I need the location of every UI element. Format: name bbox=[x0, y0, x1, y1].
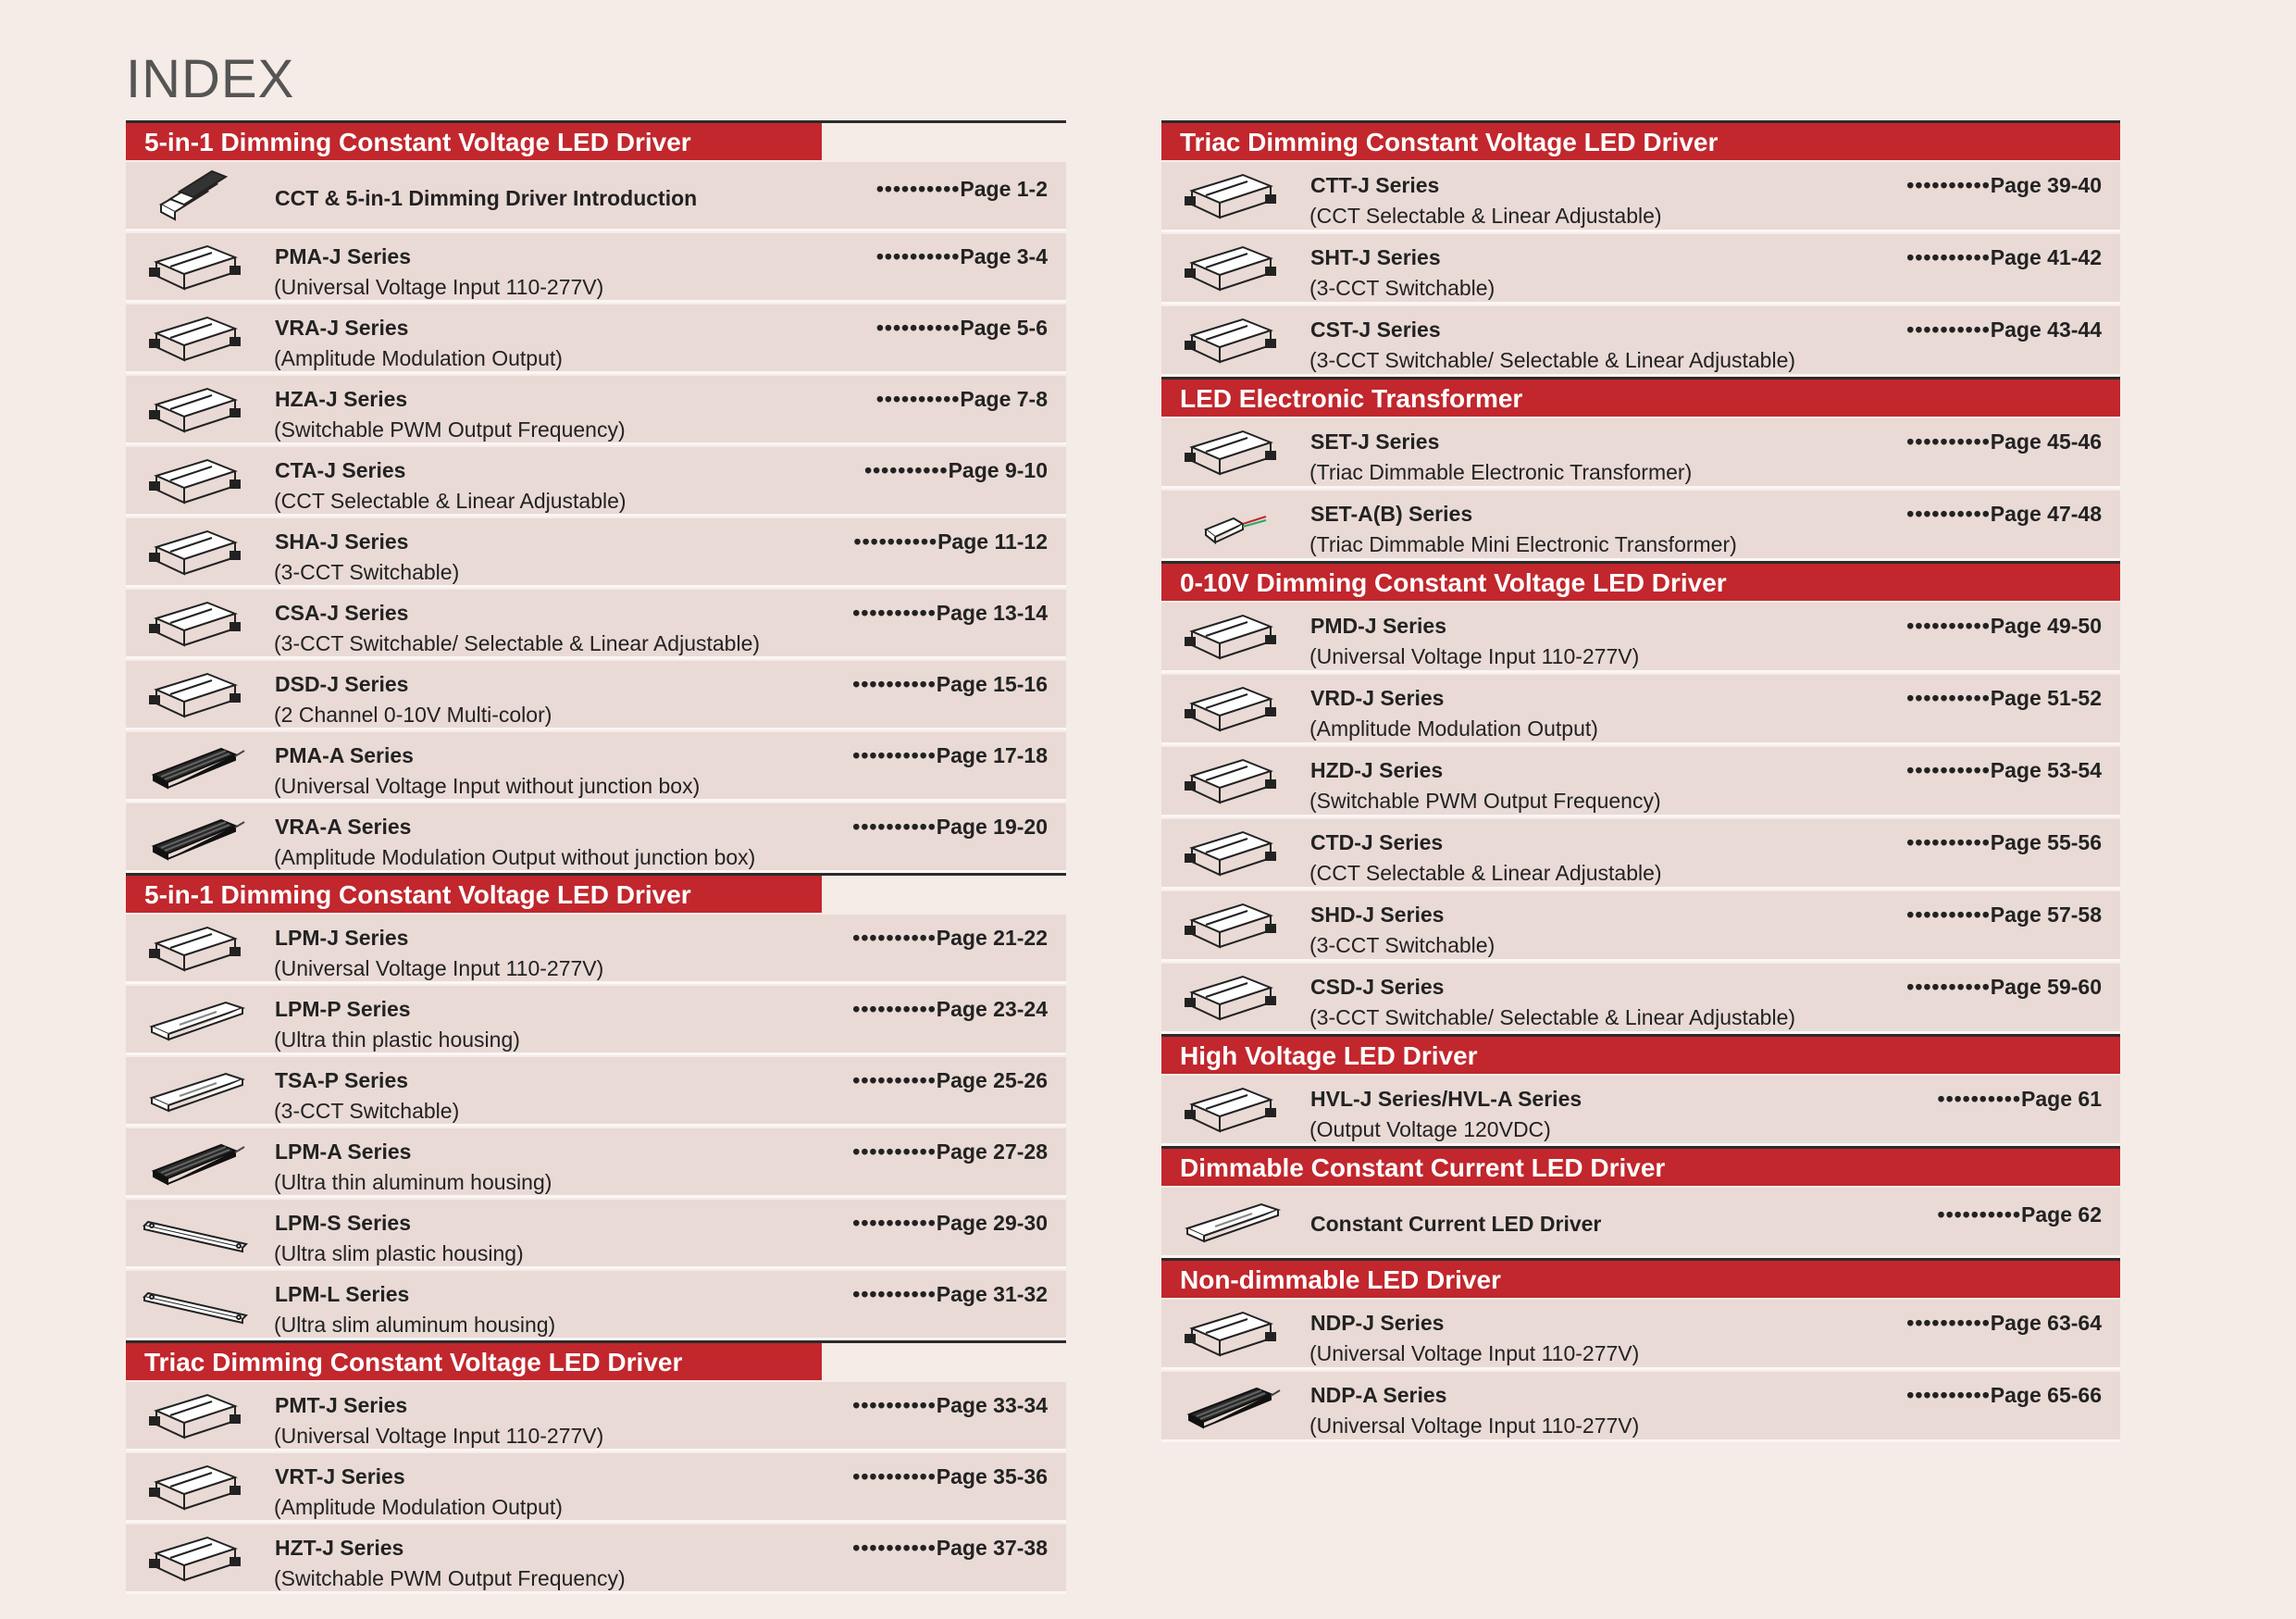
index-entry[interactable] bbox=[126, 376, 1066, 445]
index-entry[interactable] bbox=[1161, 747, 2120, 817]
page-number: Page 3-4 bbox=[960, 244, 1048, 268]
page-number: Page 62 bbox=[2021, 1202, 2102, 1227]
index-entry[interactable] bbox=[1161, 491, 2120, 561]
page-number: Page 45-46 bbox=[1990, 430, 2102, 454]
dot-leader: •••••••••• bbox=[852, 815, 937, 839]
entry-page[interactable] bbox=[1906, 903, 2102, 928]
driver-box-icon bbox=[143, 239, 263, 294]
entry-page[interactable] bbox=[1906, 502, 2102, 527]
dot-leader: •••••••••• bbox=[864, 458, 949, 482]
dot-leader: •••••••••• bbox=[852, 1536, 937, 1560]
entry-name: SHT-J Series bbox=[1310, 245, 1441, 269]
entry-description: (Ultra thin aluminum housing) bbox=[274, 1170, 552, 1194]
dot-leader: •••••••••• bbox=[1906, 903, 1991, 927]
entry-page[interactable] bbox=[852, 1393, 1048, 1418]
page-number: Page 57-58 bbox=[1990, 903, 2102, 927]
entry-page[interactable] bbox=[852, 997, 1048, 1022]
entry-description: (Universal Voltage Input 110-277V) bbox=[274, 275, 604, 299]
index-entry[interactable] bbox=[126, 590, 1066, 659]
page-number: Page 29-30 bbox=[936, 1211, 1048, 1235]
driver-stack-icon bbox=[143, 168, 263, 223]
entry-description: (Switchable PWM Output Frequency) bbox=[274, 1566, 626, 1590]
driver-box-icon bbox=[1178, 608, 1298, 664]
aluminum-driver-icon bbox=[143, 738, 263, 793]
page-number: Page 39-40 bbox=[1990, 173, 2102, 197]
entry-page[interactable] bbox=[1938, 1087, 2102, 1112]
thin-driver-icon bbox=[143, 1063, 263, 1118]
page-number: Page 27-28 bbox=[936, 1140, 1048, 1164]
entry-description: (3-CCT Switchable/ Selectable & Linear Adjustable) bbox=[274, 631, 761, 655]
entry-name: CTT-J Series bbox=[1310, 173, 1440, 197]
page-number: Page 43-44 bbox=[1990, 318, 2102, 342]
entry-description: (3-CCT Switchable) bbox=[1309, 933, 1496, 957]
section-left_sections-0 bbox=[126, 120, 1066, 873]
index-entry[interactable] bbox=[126, 233, 1066, 303]
entry-description: (Universal Voltage Input 110-277V) bbox=[274, 1424, 604, 1448]
entry-name: VRA-J Series bbox=[275, 316, 409, 340]
dot-leader: •••••••••• bbox=[1906, 1311, 1991, 1335]
section-heading: Triac Dimming Constant Voltage LED Driver bbox=[1161, 123, 2120, 160]
entry-description: (Switchable PWM Output Frequency) bbox=[274, 417, 626, 442]
dot-leader: •••••••••• bbox=[1906, 245, 1991, 269]
index-entry[interactable] bbox=[126, 1453, 1066, 1523]
entry-page[interactable] bbox=[1906, 830, 2102, 855]
dot-leader: •••••••••• bbox=[1906, 758, 1991, 782]
entry-description: (3-CCT Switchable/ Selectable & Linear Adjustable) bbox=[1309, 348, 1796, 372]
entry-page[interactable] bbox=[864, 458, 1048, 483]
entry-name: DSD-J Series bbox=[275, 672, 409, 696]
dot-leader: •••••••••• bbox=[852, 997, 937, 1021]
dot-leader: •••••••••• bbox=[852, 601, 937, 625]
index-entry[interactable] bbox=[126, 305, 1066, 374]
entry-name: SHD-J Series bbox=[1310, 903, 1445, 927]
entry-name: VRA-A Series bbox=[275, 815, 412, 839]
page-number: Page 51-52 bbox=[1990, 686, 2102, 710]
entry-description: (Amplitude Modulation Output) bbox=[1309, 716, 1598, 741]
dot-leader: •••••••••• bbox=[1906, 318, 1991, 342]
slim-driver-icon bbox=[143, 1205, 263, 1261]
section-left_sections-2 bbox=[126, 1340, 1066, 1594]
index-entry[interactable] bbox=[126, 1128, 1066, 1198]
entry-description: (Amplitude Modulation Output without junction box) bbox=[274, 845, 756, 869]
page-title: INDEX bbox=[126, 49, 295, 109]
entry-description: (CCT Selectable & Linear Adjustable) bbox=[1309, 204, 1662, 228]
entry-name: PMA-A Series bbox=[275, 743, 414, 767]
section-right_sections-4 bbox=[1161, 1146, 2120, 1258]
entry-page[interactable] bbox=[1906, 318, 2102, 342]
index-entry[interactable] bbox=[126, 915, 1066, 984]
mini-transformer-icon bbox=[1178, 496, 1298, 552]
index-entry[interactable] bbox=[1161, 603, 2120, 673]
dot-leader: •••••••••• bbox=[1906, 430, 1991, 454]
entry-page[interactable] bbox=[1906, 975, 2102, 1000]
dot-leader: •••••••••• bbox=[1906, 975, 1991, 999]
entry-page[interactable] bbox=[852, 743, 1048, 768]
page-number: Page 7-8 bbox=[960, 387, 1048, 411]
driver-box-icon bbox=[143, 1530, 263, 1586]
entry-name: SET-J Series bbox=[1310, 430, 1440, 454]
dot-leader: •••••••••• bbox=[1906, 686, 1991, 710]
index-entry[interactable] bbox=[1161, 819, 2120, 890]
section-heading: 5-in-1 Dimming Constant Voltage LED Driver bbox=[126, 123, 822, 160]
entry-name: PMA-J Series bbox=[275, 244, 412, 268]
thin-driver-icon bbox=[1178, 1193, 1298, 1249]
driver-box-icon bbox=[1178, 969, 1298, 1025]
index-entry[interactable] bbox=[1161, 162, 2120, 232]
entry-name: LPM-A Series bbox=[275, 1140, 412, 1164]
page-number: Page 49-50 bbox=[1990, 614, 2102, 638]
entry-name: VRT-J Series bbox=[275, 1464, 405, 1488]
entry-name: TSA-P Series bbox=[275, 1068, 409, 1092]
driver-box-icon bbox=[1178, 240, 1298, 295]
entry-page[interactable] bbox=[1906, 430, 2102, 455]
index-entry[interactable] bbox=[126, 732, 1066, 802]
thin-driver-icon bbox=[143, 991, 263, 1047]
entry-page[interactable] bbox=[1906, 173, 2102, 198]
entry-name: NDP-A Series bbox=[1310, 1383, 1447, 1407]
entry-name: Constant Current LED Driver bbox=[1310, 1212, 1602, 1236]
entry-description: (2 Channel 0-10V Multi-color) bbox=[274, 703, 552, 727]
entry-page[interactable] bbox=[852, 1536, 1048, 1561]
section-right_sections-2 bbox=[1161, 561, 2120, 1034]
section-heading: High Voltage LED Driver bbox=[1161, 1037, 2120, 1074]
section-right_sections-1 bbox=[1161, 377, 2120, 561]
entry-name: NDP-J Series bbox=[1310, 1311, 1445, 1335]
entry-page[interactable] bbox=[1906, 1383, 2102, 1408]
dot-leader: •••••••••• bbox=[852, 926, 937, 950]
entry-description: (3-CCT Switchable) bbox=[274, 560, 460, 584]
entry-page[interactable] bbox=[852, 1282, 1048, 1307]
entry-page[interactable] bbox=[852, 672, 1048, 697]
entry-page[interactable] bbox=[852, 815, 1048, 840]
dot-leader: •••••••••• bbox=[852, 1068, 937, 1092]
page-number: Page 13-14 bbox=[936, 601, 1048, 625]
page-number: Page 1-2 bbox=[960, 177, 1048, 201]
dot-leader: •••••••••• bbox=[1906, 502, 1991, 526]
section-heading: LED Electronic Transformer bbox=[1161, 380, 2120, 417]
aluminum-driver-icon bbox=[143, 809, 263, 865]
section-heading: 5-in-1 Dimming Constant Voltage LED Driver bbox=[126, 876, 822, 913]
entry-name: SET-A(B) Series bbox=[1310, 502, 1473, 526]
index-entry[interactable] bbox=[126, 1057, 1066, 1127]
index-entry[interactable] bbox=[1161, 1372, 2120, 1442]
driver-box-icon bbox=[1178, 168, 1298, 223]
page-number: Page 53-54 bbox=[1990, 758, 2102, 782]
dot-leader: •••••••••• bbox=[1906, 830, 1991, 854]
dot-leader: •••••••••• bbox=[1937, 1087, 2022, 1111]
entry-name: LPM-J Series bbox=[275, 926, 409, 950]
entry-name: CTA-J Series bbox=[275, 458, 406, 482]
page-number: Page 9-10 bbox=[948, 458, 1048, 482]
dot-leader: •••••••••• bbox=[852, 1211, 937, 1235]
entry-page[interactable] bbox=[876, 244, 1048, 269]
driver-box-icon bbox=[143, 1388, 263, 1443]
entry-page[interactable] bbox=[876, 177, 1048, 202]
entry-page[interactable] bbox=[852, 601, 1048, 626]
page-number: Page 35-36 bbox=[936, 1464, 1048, 1488]
dot-leader: •••••••••• bbox=[852, 1393, 937, 1417]
page-number: Page 17-18 bbox=[936, 743, 1048, 767]
page-number: Page 31-32 bbox=[936, 1282, 1048, 1306]
driver-box-icon bbox=[143, 524, 263, 579]
entry-description: (3-CCT Switchable) bbox=[1309, 276, 1496, 300]
dot-leader: •••••••••• bbox=[852, 1464, 937, 1488]
entry-name: SHA-J Series bbox=[275, 529, 409, 554]
aluminum-driver-icon bbox=[1178, 1377, 1298, 1433]
entry-description: (Triac Dimmable Mini Electronic Transformer) bbox=[1309, 532, 1737, 556]
entry-name: CCT & 5-in-1 Dimming Driver Introduction bbox=[275, 186, 698, 210]
dot-leader: •••••••••• bbox=[853, 529, 938, 554]
dot-leader: •••••••••• bbox=[1937, 1202, 2022, 1227]
driver-box-icon bbox=[143, 1459, 263, 1514]
aluminum-driver-icon bbox=[143, 1134, 263, 1189]
driver-box-icon bbox=[143, 920, 263, 976]
dot-leader: •••••••••• bbox=[875, 244, 961, 268]
entry-description: (Ultra thin plastic housing) bbox=[274, 1027, 520, 1052]
dot-leader: •••••••••• bbox=[1906, 173, 1991, 197]
left-column bbox=[126, 120, 1066, 1594]
entry-page[interactable] bbox=[852, 1464, 1048, 1489]
driver-box-icon bbox=[1178, 424, 1298, 479]
section-left_sections-1 bbox=[126, 873, 1066, 1340]
entry-page[interactable] bbox=[852, 1211, 1048, 1236]
index-entry[interactable] bbox=[1161, 234, 2120, 305]
driver-box-icon bbox=[143, 453, 263, 508]
section-heading: Triac Dimming Constant Voltage LED Driver bbox=[126, 1343, 822, 1380]
entry-description: (Universal Voltage Input without junction box) bbox=[274, 774, 701, 798]
entry-page[interactable] bbox=[876, 316, 1048, 341]
dot-leader: •••••••••• bbox=[875, 387, 961, 411]
entry-description: (Triac Dimmable Electronic Transformer) bbox=[1309, 460, 1693, 484]
index-entry[interactable] bbox=[126, 518, 1066, 588]
section-right_sections-0 bbox=[1161, 120, 2120, 377]
page-number: Page 33-34 bbox=[936, 1393, 1048, 1417]
index-entry[interactable] bbox=[1161, 306, 2120, 377]
entry-description: (CCT Selectable & Linear Adjustable) bbox=[1309, 861, 1662, 885]
page-number: Page 55-56 bbox=[1990, 830, 2102, 854]
entry-description: (CCT Selectable & Linear Adjustable) bbox=[274, 489, 627, 513]
entry-description: (Universal Voltage Input 110-277V) bbox=[274, 956, 604, 980]
page-number: Page 47-48 bbox=[1990, 502, 2102, 526]
entry-name: PMT-J Series bbox=[275, 1393, 408, 1417]
index-entry[interactable] bbox=[1161, 1300, 2120, 1370]
entry-name: PMD-J Series bbox=[1310, 614, 1447, 638]
index-entry[interactable] bbox=[126, 661, 1066, 730]
entry-page[interactable] bbox=[1906, 245, 2102, 270]
index-entry[interactable] bbox=[1161, 964, 2120, 1034]
page-number: Page 59-60 bbox=[1990, 975, 2102, 999]
driver-box-icon bbox=[1178, 312, 1298, 367]
driver-box-icon bbox=[1178, 1305, 1298, 1361]
entry-page[interactable] bbox=[876, 387, 1048, 412]
driver-box-icon bbox=[143, 666, 263, 722]
index-entry[interactable] bbox=[1161, 1188, 2120, 1258]
entry-name: CST-J Series bbox=[1310, 318, 1441, 342]
entry-name: CSD-J Series bbox=[1310, 975, 1445, 999]
entry-name: LPM-P Series bbox=[275, 997, 411, 1021]
dot-leader: •••••••••• bbox=[1906, 1383, 1991, 1407]
dot-leader: •••••••••• bbox=[875, 177, 961, 201]
page-number: Page 21-22 bbox=[936, 926, 1048, 950]
entry-name: VRD-J Series bbox=[1310, 686, 1445, 710]
section-heading: 0-10V Dimming Constant Voltage LED Driver bbox=[1161, 564, 2120, 601]
section-heading: Non-dimmable LED Driver bbox=[1161, 1261, 2120, 1298]
entry-name: LPM-L Series bbox=[275, 1282, 410, 1306]
page-number: Page 5-6 bbox=[960, 316, 1048, 340]
driver-box-icon bbox=[1178, 1081, 1298, 1137]
dot-leader: •••••••••• bbox=[1906, 614, 1991, 638]
dot-leader: •••••••••• bbox=[852, 1140, 937, 1164]
page-number: Page 19-20 bbox=[936, 815, 1048, 839]
entry-description: (Amplitude Modulation Output) bbox=[274, 346, 563, 370]
entry-description: (Output Voltage 120VDC) bbox=[1309, 1117, 1551, 1141]
driver-box-icon bbox=[1178, 825, 1298, 880]
entry-page[interactable] bbox=[1906, 614, 2102, 639]
index-entry[interactable] bbox=[126, 803, 1066, 873]
entry-page[interactable] bbox=[1906, 758, 2102, 783]
index-entry[interactable] bbox=[126, 1525, 1066, 1594]
page-number: Page 65-66 bbox=[1990, 1383, 2102, 1407]
entry-description: (Ultra slim aluminum housing) bbox=[274, 1313, 556, 1337]
slim-driver-icon bbox=[143, 1277, 263, 1332]
section-heading: Dimmable Constant Current LED Driver bbox=[1161, 1149, 2120, 1186]
entry-name: HZD-J Series bbox=[1310, 758, 1444, 782]
page-number: Page 25-26 bbox=[936, 1068, 1048, 1092]
index-entry[interactable] bbox=[126, 1382, 1066, 1451]
dot-leader: •••••••••• bbox=[875, 316, 961, 340]
entry-description: (3-CCT Switchable/ Selectable & Linear Adjustable) bbox=[1309, 1005, 1796, 1029]
index-entry[interactable] bbox=[126, 162, 1066, 231]
entry-description: (Universal Voltage Input 110-277V) bbox=[1309, 1414, 1640, 1438]
driver-box-icon bbox=[1178, 680, 1298, 736]
entry-description: (Universal Voltage Input 110-277V) bbox=[1309, 1341, 1640, 1365]
driver-box-icon bbox=[143, 381, 263, 437]
entry-description: (Ultra slim plastic housing) bbox=[274, 1241, 524, 1265]
page-number: Page 41-42 bbox=[1990, 245, 2102, 269]
index-entry[interactable] bbox=[126, 986, 1066, 1055]
driver-box-icon bbox=[143, 310, 263, 366]
section-right_sections-3 bbox=[1161, 1034, 2120, 1146]
index-entry[interactable] bbox=[126, 447, 1066, 517]
index-entry[interactable] bbox=[126, 1200, 1066, 1269]
entry-page[interactable] bbox=[852, 1068, 1048, 1093]
right-column bbox=[1161, 120, 2120, 1442]
entry-page[interactable] bbox=[854, 529, 1048, 554]
page-number: Page 11-12 bbox=[937, 529, 1048, 554]
entry-description: (Amplitude Modulation Output) bbox=[274, 1495, 563, 1519]
index-entry[interactable] bbox=[1161, 675, 2120, 745]
entry-page[interactable] bbox=[852, 1140, 1048, 1164]
entry-page[interactable] bbox=[1906, 686, 2102, 711]
entry-name: CSA-J Series bbox=[275, 601, 409, 625]
entry-page[interactable] bbox=[1938, 1202, 2102, 1227]
dot-leader: •••••••••• bbox=[852, 672, 937, 696]
page-number: Page 23-24 bbox=[936, 997, 1048, 1021]
section-right_sections-5 bbox=[1161, 1258, 2120, 1442]
entry-description: (3-CCT Switchable) bbox=[274, 1099, 460, 1123]
page-number: Page 61 bbox=[2021, 1087, 2102, 1111]
index-entry[interactable] bbox=[1161, 891, 2120, 962]
driver-box-icon bbox=[143, 595, 263, 651]
entry-name: HZT-J Series bbox=[275, 1536, 404, 1560]
entry-name: LPM-S Series bbox=[275, 1211, 411, 1235]
entry-description: (Switchable PWM Output Frequency) bbox=[1309, 789, 1661, 813]
entry-name: HZA-J Series bbox=[275, 387, 408, 411]
page-number: Page 15-16 bbox=[936, 672, 1048, 696]
dot-leader: •••••••••• bbox=[852, 743, 937, 767]
entry-name: HVL-J Series/HVL-A Series bbox=[1310, 1087, 1582, 1111]
index-entry[interactable] bbox=[1161, 418, 2120, 489]
driver-box-icon bbox=[1178, 897, 1298, 953]
entry-page[interactable] bbox=[852, 926, 1048, 951]
page-number: Page 37-38 bbox=[936, 1536, 1048, 1560]
driver-box-icon bbox=[1178, 753, 1298, 808]
entry-page[interactable] bbox=[1906, 1311, 2102, 1336]
entry-description: (Universal Voltage Input 110-277V) bbox=[1309, 644, 1640, 668]
index-entry[interactable] bbox=[1161, 1076, 2120, 1146]
index-entry[interactable] bbox=[126, 1271, 1066, 1340]
entry-name: CTD-J Series bbox=[1310, 830, 1444, 854]
dot-leader: •••••••••• bbox=[852, 1282, 937, 1306]
page-number: Page 63-64 bbox=[1990, 1311, 2102, 1335]
